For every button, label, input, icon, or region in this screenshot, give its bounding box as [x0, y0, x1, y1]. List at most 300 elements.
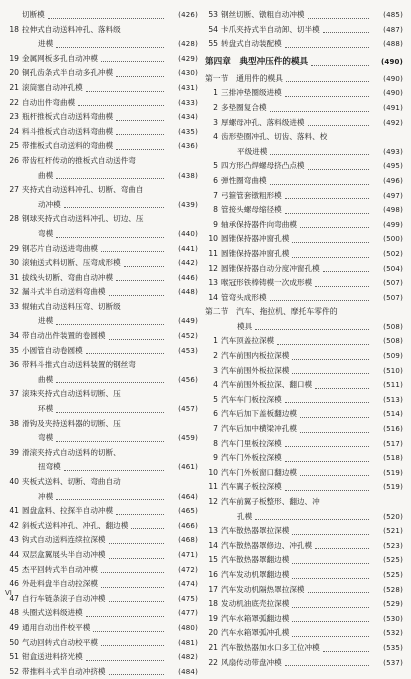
- toc-entry-title: 自动出件弯曲模: [22, 97, 76, 107]
- toc-entry-title: 头圈式送料级进模: [22, 608, 83, 618]
- toc-entry: [6, 314, 198, 329]
- toc-entry-number: 5: [213, 394, 218, 404]
- toc-entry: [6, 402, 198, 417]
- toc-entry-number: 16: [208, 569, 218, 579]
- toc-entry-title: 风扇传动带盘冲模: [221, 657, 282, 667]
- toc-entry: [6, 183, 198, 198]
- toc-leader-dots: [56, 441, 164, 442]
- toc-page-number: (475): [178, 594, 198, 603]
- toc-page-number: (530): [383, 614, 403, 623]
- toc-entry-title: 杰平回转式半自动冲模: [22, 564, 98, 574]
- toc-entry-title: 钢芯片自动送进弯曲模: [22, 243, 98, 253]
- toc-entry: [6, 636, 198, 651]
- toc-leader-dots: [78, 105, 164, 106]
- toc-page-number: (459): [178, 434, 198, 443]
- toc-entry: [205, 86, 403, 101]
- toc-entry: [6, 577, 198, 592]
- toc-entry-title: 汽车散热器罩翻边模: [221, 555, 290, 565]
- toc-leader-dots: [86, 660, 164, 661]
- toc-entry: [6, 154, 198, 169]
- toc-entry-number: 7: [213, 190, 218, 200]
- toc-entry-title: 通用自动出件校平模: [22, 622, 91, 632]
- toc-entry-title: 圆锥保持器冲窗孔模: [221, 234, 290, 244]
- toc-entry-title: 进模: [38, 316, 54, 326]
- toc-entry: [205, 189, 403, 204]
- toc-entry: [205, 23, 403, 38]
- toc-entry-number: 17: [208, 584, 218, 594]
- toc-page-number: (508): [383, 337, 403, 346]
- toc-entry-number: 25: [9, 141, 19, 151]
- toc-page-number: (525): [383, 556, 403, 565]
- toc-leader-dots: [116, 149, 164, 150]
- toc-entry: [205, 466, 403, 481]
- toc-left-column: [6, 8, 198, 679]
- toc-entry: [6, 52, 198, 67]
- toc-entry-number: 5: [213, 161, 218, 171]
- toc-entry: [205, 510, 403, 525]
- toc-page-number: (457): [178, 405, 198, 414]
- toc-entry-number: 37: [9, 389, 19, 399]
- toc-page-number: (472): [178, 565, 198, 574]
- toc-entry-title: 料斗推板式自动送料弯曲模: [22, 126, 114, 136]
- toc-entry: [205, 159, 403, 174]
- toc-entry-title: 汽车车门板拉深模: [221, 394, 282, 404]
- toc-entry-title: 切断模: [22, 10, 45, 19]
- toc-entry-title: 喉冠形铁棒铸模一次成形模: [221, 278, 313, 288]
- toc-entry-title: 厚螺母冲孔、落料级进模: [221, 117, 305, 127]
- toc-entry-title: 进模: [38, 39, 54, 49]
- toc-entry: [6, 212, 198, 227]
- toc-entry-number: 2: [213, 351, 218, 361]
- toc-entry: [6, 81, 198, 96]
- toc-leader-dots: [292, 359, 369, 360]
- toc-entry-title: 弯模: [38, 433, 54, 443]
- toc-entry: [6, 606, 198, 621]
- toc-leader-dots: [48, 18, 164, 19]
- toc-entry-number: 51: [9, 652, 19, 662]
- toc-entry-number: 4: [213, 132, 218, 142]
- toc-entry: [6, 242, 198, 257]
- toc-entry: [205, 626, 403, 641]
- toc-leader-dots: [292, 563, 369, 564]
- toc-entry-number: 52: [9, 666, 19, 676]
- toc-entry-number: 1: [213, 88, 218, 98]
- toc-leader-dots: [315, 286, 369, 287]
- toc-entry-number: 50: [9, 637, 19, 647]
- toc-entry: [6, 373, 198, 388]
- toc-entry-number: 26: [9, 155, 19, 165]
- toc-entry-title: 扭弯模: [38, 462, 61, 472]
- toc-entry-title: 气动回转式自动校平模: [22, 637, 98, 647]
- toc-entry: [205, 37, 403, 52]
- toc-entry-title: 曲模: [38, 170, 54, 180]
- toc-leader-dots: [285, 198, 369, 199]
- toc-entry-title: 汽车前翼子板整形、翻边、冲: [221, 497, 320, 506]
- toc-entry-number: 34: [9, 331, 19, 341]
- toc-entry: [205, 116, 403, 131]
- toc-entry: [205, 422, 403, 437]
- toc-page-number: (442): [178, 259, 198, 268]
- toc-leader-dots: [292, 242, 369, 243]
- toc-leader-dots: [315, 388, 369, 389]
- toc-page-number: (492): [383, 118, 403, 127]
- toc-leader-dots: [64, 470, 164, 471]
- toc-page-number: (435): [178, 127, 198, 136]
- toc-leader-dots: [292, 534, 369, 535]
- toc-leader-dots: [116, 280, 164, 281]
- toc-leader-dots: [270, 300, 369, 301]
- toc-page-number: (487): [383, 25, 403, 34]
- toc-entry-number: 13: [208, 526, 218, 536]
- toc-entry-number: 6: [213, 409, 218, 419]
- toc-leader-dots: [86, 91, 164, 92]
- toc-page-number: (439): [178, 200, 198, 209]
- toc-page-number: (446): [178, 273, 198, 282]
- toc-entry-title: 钳盒送进料挤光模: [22, 652, 83, 662]
- toc-entry-number: 21: [208, 642, 218, 652]
- toc-entry-title: 汽车发动机隔热罩拉深模: [221, 584, 305, 594]
- toc-entry: [205, 597, 403, 612]
- toc-entry-number: 21: [9, 82, 19, 92]
- toc-page-number: (520): [383, 512, 403, 521]
- toc-entry-number: 9: [213, 219, 218, 229]
- toc-entry: [6, 169, 198, 184]
- toc-leader-dots: [56, 324, 164, 325]
- toc-page-number: (502): [383, 249, 403, 258]
- toc-leader-dots: [131, 528, 164, 529]
- toc-leader-dots: [86, 616, 164, 617]
- toc-entry-number: 39: [9, 447, 19, 457]
- toc-page-number: (441): [178, 244, 198, 253]
- toc-entry: [6, 417, 198, 432]
- toc-entry-title: 铜孔齿条式半自动多孔冲模: [22, 68, 114, 78]
- toc-leader-dots: [86, 353, 164, 354]
- toc-leader-dots: [323, 651, 369, 652]
- toc-entry: [6, 329, 198, 344]
- toc-leader-dots: [311, 65, 369, 66]
- toc-entry-title: 汽车水箱罩弧翻边模: [221, 613, 290, 623]
- toc-leader-dots: [101, 251, 164, 252]
- toc-leader-dots: [323, 32, 369, 33]
- toc-entry-number: 32: [9, 287, 19, 297]
- toc-leader-dots: [56, 499, 164, 500]
- toc-entry-number: 1: [213, 336, 218, 346]
- toc-entry-number: 14: [208, 540, 218, 550]
- toc-entry-number: 3: [213, 365, 218, 375]
- toc-entry-number: 31: [9, 272, 19, 282]
- toc-leader-dots: [116, 120, 164, 121]
- toc-entry-title: 汽车散热器罩拉深模: [221, 526, 290, 536]
- toc-section-heading: [205, 305, 403, 320]
- toc-entry-number: 8: [213, 205, 218, 215]
- toc-entry: [6, 96, 198, 111]
- toc-page-number: (528): [383, 585, 403, 594]
- toc-entry: [205, 437, 403, 452]
- toc-entry-title: 斜板式送料冲孔、冲孔、翻边模: [22, 520, 129, 530]
- toc-entry-title: 瓶杆推板式自动送料弯曲模: [22, 112, 114, 122]
- toc-page-number: (535): [383, 643, 403, 652]
- toc-page-number: (453): [178, 346, 198, 355]
- toc-leader-dots: [109, 295, 164, 296]
- toc-page-number: (477): [178, 609, 198, 618]
- toc-page-number: (537): [383, 658, 403, 667]
- toc-entry-title: 动冲模: [38, 199, 61, 209]
- toc-entry: [6, 475, 198, 490]
- toc-page-number: (497): [383, 191, 403, 200]
- toc-entry: [205, 101, 403, 116]
- toc-entry: [205, 495, 403, 510]
- toc-entry-number: 30: [9, 258, 19, 268]
- toc-entry-title: 齿形垫圈冲孔、切齿、落料、校: [221, 132, 328, 142]
- toc-entry-number: 11: [208, 248, 218, 258]
- toc-page-number: (481): [178, 638, 198, 647]
- toc-right-column: [205, 8, 403, 670]
- toc-page-number: (426): [178, 11, 198, 19]
- toc-entry: [205, 8, 403, 23]
- toc-leader-dots: [308, 592, 369, 593]
- toc-entry: [6, 198, 198, 213]
- toc-entry-title: 汽车水箱罩弧冲孔模: [221, 628, 290, 638]
- toc-entry: [6, 285, 198, 300]
- toc-leader-dots: [315, 548, 369, 549]
- toc-entry-title: 带推料斗式半自动冲挤模: [22, 666, 106, 676]
- toc-page-number: (523): [383, 541, 403, 550]
- toc-entry-number: 8: [213, 438, 218, 448]
- toc-entry: [6, 8, 198, 23]
- toc-page-number: (488): [383, 40, 403, 49]
- toc-page-number: (514): [383, 410, 403, 419]
- toc-entry-title: 金属网板多孔自动冲模: [22, 53, 98, 63]
- toc-leader-dots: [277, 344, 369, 345]
- toc-entry: [205, 583, 403, 598]
- toc-entry: [205, 364, 403, 379]
- toc-page-number: (480): [178, 623, 198, 632]
- toc-entry-number: 19: [9, 53, 19, 63]
- toc-page-number: (449): [178, 317, 198, 326]
- toc-entry: [205, 656, 403, 671]
- toc-entry-title: 汽车散热器加水口多工位冲模: [221, 642, 320, 652]
- toc-entry-number: 20: [9, 68, 19, 78]
- toc-entry-title: 第四章 典型冲压件的模具: [205, 56, 309, 67]
- toc-entry-title: 带齿杠杆传动的推板式自动送件弯: [22, 155, 136, 165]
- toc-leader-dots: [285, 461, 369, 462]
- toc-leader-dots: [109, 339, 164, 340]
- toc-page-number: (428): [178, 40, 198, 49]
- toc-entry: [6, 344, 198, 359]
- toc-entry-title: 发动机油底壳拉深模: [221, 599, 290, 609]
- toc-entry-title: 模具: [237, 321, 253, 331]
- toc-leader-dots: [285, 47, 369, 48]
- toc-page-number: (529): [383, 600, 403, 609]
- toc-entry-number: 20: [208, 628, 218, 638]
- toc-page-number: (448): [178, 288, 198, 297]
- toc-entry-number: 47: [9, 593, 19, 603]
- toc-entry-title: 轴承保持器件向弯曲模: [221, 219, 297, 229]
- toc-entry-number: 54: [208, 24, 218, 34]
- toc-entry-number: 43: [9, 535, 19, 545]
- toc-entry-title: 小圆管自动卷圆模: [22, 345, 83, 355]
- toc-leader-dots: [101, 587, 164, 588]
- toc-page-number: (500): [383, 235, 403, 244]
- toc-entry-title: 拔线头切断、弯曲自动冲模: [22, 272, 114, 282]
- toc-leader-dots: [308, 18, 369, 19]
- toc-entry: [6, 227, 198, 242]
- toc-leader-dots: [64, 207, 164, 208]
- toc-page-number: (433): [178, 98, 198, 107]
- toc-page-number: (471): [178, 550, 198, 559]
- toc-entry-title: 外赴料盘半自动拉深模: [22, 579, 98, 589]
- toc-entry-number: 40: [9, 477, 19, 486]
- toc-entry-title: 圆锥保持器冲窗孔模: [221, 248, 290, 258]
- toc-entry: [205, 393, 403, 408]
- toc-leader-dots: [285, 490, 369, 491]
- toc-page-number: (516): [383, 425, 403, 434]
- toc-entry-title: 滑钩及夹持送料器的切断、压: [22, 418, 121, 428]
- toc-page-number: (440): [178, 229, 198, 238]
- toc-leader-dots: [56, 178, 164, 179]
- toc-entry-title: 汽车门里板拉深模: [221, 438, 282, 448]
- toc-leader-dots: [300, 432, 369, 433]
- toc-page-number: (509): [383, 352, 403, 361]
- toc-entry-title: 拉伸式自动送料冲孔、落料级: [22, 24, 121, 34]
- toc-leader-dots: [300, 417, 369, 418]
- toc-entry-title: 滚珠夹持式自动送料切断、压: [22, 389, 121, 399]
- toc-entry-title: 双层盒翼展头半自动冲模: [22, 549, 106, 559]
- toc-entry-title: 夹板式送料、切断、弯曲自动: [22, 477, 121, 486]
- toc-entry: [205, 480, 403, 495]
- toc-page-number: (461): [178, 463, 198, 472]
- toc-entry-number: 22: [9, 97, 19, 107]
- toc-leader-dots: [109, 543, 164, 544]
- toc-section-heading: [205, 72, 403, 87]
- toc-entry: [6, 621, 198, 636]
- toc-leader-dots: [292, 636, 369, 637]
- toc-entry-title: 冲模: [38, 491, 54, 501]
- toc-leader-dots: [308, 125, 369, 126]
- toc-entry-number: 6: [213, 175, 218, 185]
- toc-entry: [205, 232, 403, 247]
- toc-entry-number: 33: [9, 301, 19, 311]
- toc-entry: [6, 387, 198, 402]
- toc-entry: [205, 539, 403, 554]
- toc-entry-title: 四方形凸焊螺母挤凸点模: [221, 161, 305, 171]
- toc-leader-dots: [323, 271, 369, 272]
- toc-entry-title: 钢丝切断、镦粗自动冲模: [221, 10, 305, 19]
- toc-entry-number: 44: [9, 549, 19, 559]
- toc-entry-number: 15: [208, 555, 218, 565]
- toc-entry-number: 4: [213, 380, 218, 390]
- toc-entry-number: 2: [213, 102, 218, 112]
- toc-entry-number: 10: [208, 234, 218, 244]
- toc-entry-title: 圆锥保持器自动分度冲窗孔模: [221, 263, 320, 273]
- toc-entry: [6, 37, 198, 52]
- toc-page-number: (490): [383, 74, 403, 83]
- toc-leader-dots: [56, 382, 164, 383]
- toc-entry-title: 孔模: [237, 511, 253, 521]
- toc-entry: [205, 612, 403, 627]
- toc-entry-number: 41: [9, 506, 19, 516]
- toc-entry-title: 多垫圈复合模: [221, 102, 267, 112]
- toc-entry: [205, 568, 403, 583]
- toc-entry-number: 38: [9, 418, 19, 428]
- toc-page-number: (521): [383, 527, 403, 536]
- toc-entry-title: 汽车散热器罩修边、冲孔模: [221, 540, 313, 550]
- toc-entry-title: 滚轴送式料切断、压弯成形模: [22, 258, 121, 268]
- toc-entry-number: 48: [9, 608, 19, 618]
- toc-page-number: (508): [383, 322, 403, 331]
- toc-entry: [6, 358, 198, 373]
- toc-page-number: (474): [178, 580, 198, 589]
- toc-entry-title: 汽车前围内板拉深模: [221, 351, 290, 361]
- toc-entry: [6, 256, 198, 271]
- toc-page-number: (495): [383, 162, 403, 171]
- toc-entry-title: 夹持式自动送料冲孔、切断、弯曲自: [22, 185, 144, 195]
- toc-entry-title: 圆盘盒料、拉探半自动冲模: [22, 506, 114, 516]
- toc-entry-number: 13: [208, 278, 218, 288]
- toc-entry: [6, 504, 198, 519]
- toc-page-number: (532): [383, 629, 403, 638]
- page-number-mark: VI: [5, 589, 12, 597]
- toc-leader-dots: [270, 111, 369, 112]
- toc-entry-title: 自行车链条滚子自动冲模: [22, 593, 106, 603]
- toc-leader-dots: [285, 665, 369, 666]
- toc-entry-title: 汽车后加中横梁冲孔模: [221, 424, 297, 434]
- toc-leader-dots: [308, 169, 369, 170]
- toc-entry-number: 22: [208, 657, 218, 667]
- toc-entry-title: 漏斗式半自动送料弯曲模: [22, 287, 106, 297]
- toc-entry-number: 18: [208, 599, 218, 609]
- toc-leader-dots: [300, 227, 369, 228]
- toc-entry: [205, 145, 403, 160]
- toc-page-number: (434): [178, 113, 198, 122]
- toc-entry-title: 钩式自动送料连续拉深模: [22, 535, 106, 545]
- toc-page-number: (484): [178, 667, 198, 676]
- toc-leader-dots: [285, 213, 369, 214]
- toc-entry-title: 带推板式自动送料的弯曲模: [22, 141, 114, 151]
- toc-entry-title: 汽车前围外板拉深模: [221, 365, 290, 375]
- toc-entry: [6, 23, 198, 38]
- toc-entry-number: 29: [9, 243, 19, 253]
- toc-leader-dots: [56, 237, 164, 238]
- toc-entry-title: 弓箍管套镦粗形模: [221, 190, 282, 200]
- toc-entry: [6, 548, 198, 563]
- toc-entry-number: 27: [9, 185, 19, 195]
- toc-entry: [205, 247, 403, 262]
- toc-entry: [6, 139, 198, 154]
- toc-page-number: (482): [178, 653, 198, 662]
- toc-entry-number: 7: [213, 424, 218, 434]
- toc-leader-dots: [285, 446, 369, 447]
- toc-entry-number: 19: [208, 613, 218, 623]
- toc-leader-dots: [101, 572, 164, 573]
- toc-entry-title: 汽车顶盖拉深模: [221, 336, 275, 346]
- toc-leader-dots: [116, 514, 164, 515]
- toc-entry-title: 带料斗推式自动送料装置的钢丝弯: [22, 360, 136, 370]
- toc-entry: [6, 460, 198, 475]
- toc-entry-number: 23: [9, 112, 19, 122]
- toc-entry: [6, 533, 198, 548]
- toc-page-number: (468): [178, 536, 198, 545]
- toc-page-number: (456): [178, 375, 198, 384]
- toc-entry-number: 24: [9, 126, 19, 136]
- toc-entry-title: 滚筒塞自动冲孔模: [22, 82, 83, 92]
- toc-entry: [205, 641, 403, 656]
- toc-entry-title: 管弯头成形模: [221, 292, 267, 302]
- toc-entry: [6, 592, 198, 607]
- toc-page-number: (510): [383, 366, 403, 375]
- toc-page-number: (499): [383, 220, 403, 229]
- toc-entry: [6, 446, 198, 461]
